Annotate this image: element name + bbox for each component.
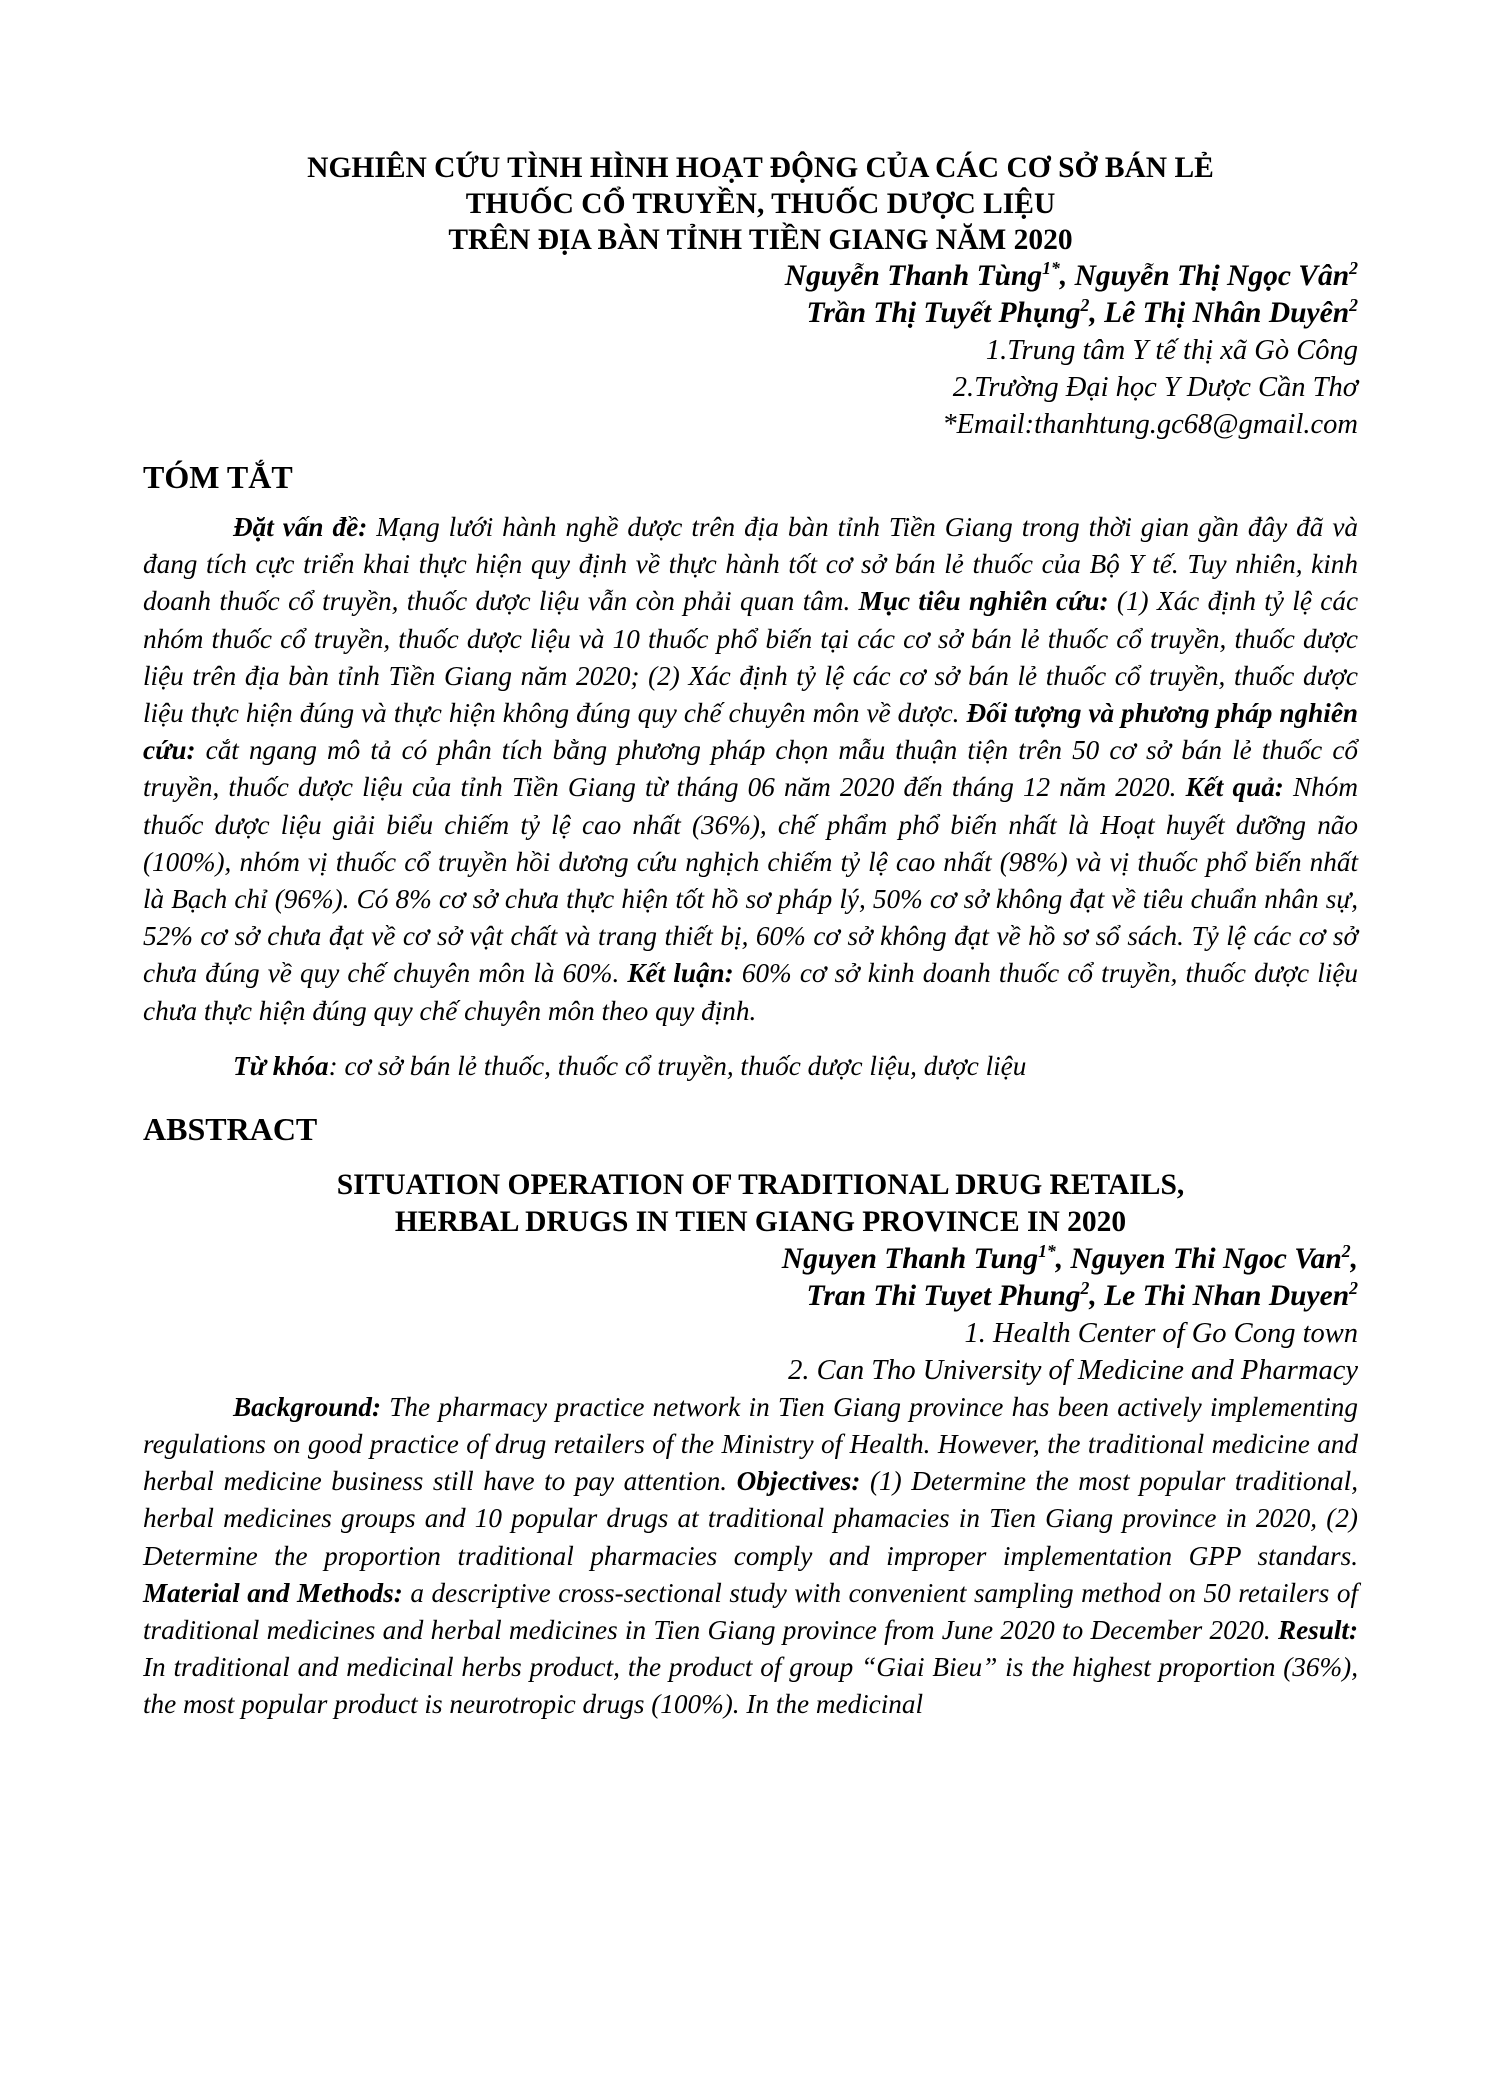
author-separator: , xyxy=(1089,297,1105,329)
keywords-label: Từ khóa xyxy=(233,1050,329,1081)
authors-vi xyxy=(143,258,1358,332)
paper-title xyxy=(143,150,1358,258)
author-name: Lê Thị Nhân Duyên xyxy=(1104,297,1350,329)
abstract-text: 60% cơ sở kinh doanh thuốc cổ truyền, thuốc dược liệu chưa thực hiện đúng quy chế chuyên môn theo quy định. xyxy=(143,958,1358,1026)
keywords-text: : cơ sở bán lẻ thuốc, thuốc cổ truyền, thuốc dược liệu, dược liệu xyxy=(328,1050,1027,1081)
author-affil-marker: 2 xyxy=(1341,1241,1351,1262)
abstract-label: Mục tiêu nghiên cứu: xyxy=(858,586,1109,617)
abstract-label: Result: xyxy=(1277,1615,1358,1646)
author-name: Nguyễn Thị Ngọc Vân xyxy=(1074,260,1350,292)
author-affil-marker: 2 xyxy=(1080,295,1090,316)
abstract-text: a descriptive cross-sectional study with convenient sampling method on 50 retailers of traditional medicines and herbal medicines in Tien Giang province from June 2020 to December 2020. xyxy=(143,1577,1358,1646)
english-title xyxy=(143,1167,1358,1241)
abstract-label: Objectives: xyxy=(736,1466,861,1497)
author-separator: , xyxy=(1059,260,1075,292)
affiliation-line: 1. Health Center of Go Cong town xyxy=(964,1317,1358,1349)
authors-en xyxy=(143,1241,1358,1315)
author-name: Nguyễn Thanh Tùng xyxy=(784,260,1043,292)
author-name: Le Thi Nhan Duyen xyxy=(1104,1279,1350,1312)
author-affil-marker: 2 xyxy=(1349,1278,1358,1299)
abstract-label: Kết quả: xyxy=(1185,772,1284,803)
abstract-text: Nhóm thuốc dược liệu giải biểu chiếm tỷ lệ cao nhất (36%), chế phẩm phổ biến nhất là Hoạt huyết dưỡng não (100%), nhóm vị thuốc cổ truyền hồi dương cứu nghịch chiếm tỷ lệ cao nhất (98%) và vị thuốc phổ biến nhất là Bạch chỉ (96%). Có 8% cơ sở chưa thực hiện tốt hồ sơ pháp lý, 50% cơ sở không đạt về tiêu chuẩn nhân sự, 52% cơ sở chưa đạt về cơ sở vật chất và trang thiết bị, 60% cơ sở không đạt về hồ sơ sổ sách. Tỷ lệ các cơ sở chưa đúng về quy chế chuyên môn là 60%. xyxy=(143,772,1358,989)
affiliations-vi xyxy=(143,332,1358,443)
authors-line xyxy=(143,1278,1358,1315)
author-affil-marker: 1* xyxy=(1042,258,1060,279)
author-affil-marker: 2 xyxy=(1080,1278,1090,1299)
abstract-label: Kết luận: xyxy=(627,958,734,989)
title-line: THUỐC CỔ TRUYỀN, THUỐC DƯỢC LIỆU xyxy=(465,188,1056,220)
abstract-vi-paragraph xyxy=(143,509,1358,1030)
author-affil-marker: 2 xyxy=(1349,295,1358,316)
title-line: TRÊN ĐỊA BÀN TỈNH TIỀN GIANG NĂM 2020 xyxy=(448,224,1073,256)
email-line: *Email:thanhtung.gc68@gmail.com xyxy=(942,409,1358,440)
paper-page xyxy=(143,150,1358,1724)
affiliations-en xyxy=(143,1315,1358,1389)
title-line: NGHIÊN CỨU TÌNH HÌNH HOẠT ĐỘNG CỦA CÁC CƠ SỞ BÁN LẺ xyxy=(307,152,1214,184)
author-name: Trần Thị Tuyết Phụng xyxy=(806,297,1081,329)
author-separator: , xyxy=(1055,1242,1071,1275)
abstract-text: (1) Determine the most popular traditional, herbal medicines groups and 10 popular drugs at traditional phamacies in Tien Giang province in 2020, (2) Determine the proportion traditional pharmacies comply and improper implementation GPP standars. xyxy=(143,1466,1358,1571)
section-heading-abstract: ABSTRACT xyxy=(143,1110,318,1147)
author-name: Nguyen Thi Ngoc Van xyxy=(1070,1242,1342,1275)
abstract-text: (1) Xác định tỷ lệ các nhóm thuốc cổ truyền, thuốc dược liệu và 10 thuốc phổ biến tại các cơ sở bán lẻ thuốc cổ truyền, thuốc dược liệu trên địa bàn tỉnh Tiền Giang năm 2020; (2) Xác định tỷ lệ các cơ sở bán lẻ thuốc cổ truyền, thuốc dược liệu thực hiện đúng và thực hiện không đúng quy chế chuyên môn về dược. xyxy=(143,586,1359,729)
authors-line xyxy=(143,295,1358,332)
title-line: HERBAL DRUGS IN TIEN GIANG PROVINCE IN 2020 xyxy=(394,1205,1127,1238)
author-affil-marker: 1* xyxy=(1038,1241,1056,1262)
authors-line xyxy=(143,258,1358,295)
abstract-label: Đối tượng và phương pháp nghiên cứu: xyxy=(143,698,1359,766)
authors-line xyxy=(143,1241,1358,1278)
author-name: Nguyen Thanh Tung xyxy=(781,1242,1039,1275)
author-name: Tran Thi Tuyet Phung xyxy=(806,1279,1081,1312)
abstract-text: The pharmacy practice network in Tien Giang province has been actively implementing regulations on good practice of drug retailers of the Ministry of Health. However, the traditional medicine and herbal medicine business still have to pay attention. xyxy=(143,1391,1358,1497)
title-line: SITUATION OPERATION OF TRADITIONAL DRUG RETAILS, xyxy=(336,1168,1185,1201)
keywords-vi xyxy=(143,1048,1358,1085)
affiliation-line: 1.Trung tâm Y tế thị xã Gò Công xyxy=(985,335,1358,366)
author-affil-marker: 2 xyxy=(1349,258,1358,279)
affiliation-line: 2. Can Tho University of Medicine and Pharmacy xyxy=(788,1354,1358,1386)
author-separator: , xyxy=(1350,1242,1358,1275)
abstract-label: Background: xyxy=(233,1391,382,1422)
abstract-label: Đặt vấn đề: xyxy=(233,512,368,542)
section-heading-summary: TÓM TẮT xyxy=(143,459,293,495)
author-separator: , xyxy=(1089,1279,1105,1312)
abstract-en-paragraph xyxy=(143,1389,1358,1724)
abstract-text: cắt ngang mô tả có phân tích bằng phương pháp chọn mẫu thuận tiện trên 50 cơ sở bán lẻ thuốc cổ truyền, thuốc dược liệu của tỉnh Tiền Giang từ tháng 06 năm 2020 đến tháng 12 năm 2020. xyxy=(143,735,1358,803)
abstract-text: In traditional and medicinal herbs product, the product of group “Giai Bieu” is the highest proportion (36%), the most popular product is neurotropic drugs (100%). In the medicinal xyxy=(143,1652,1358,1720)
abstract-label: Material and Methods: xyxy=(143,1577,403,1608)
abstract-text: Mạng lưới hành nghề dược trên địa bàn tỉnh Tiền Giang trong thời gian gần đây đã và đang tích cực triển khai thực hiện quy định về thực hành tốt cơ sở bán lẻ thuốc của Bộ Y tế. Tuy nhiên, kinh doanh thuốc cổ truyền, thuốc dược liệu vẫn còn phải quan tâm. xyxy=(143,512,1358,617)
affiliation-line: 2.Trường Đại học Y Dược Cần Thơ xyxy=(952,372,1358,403)
